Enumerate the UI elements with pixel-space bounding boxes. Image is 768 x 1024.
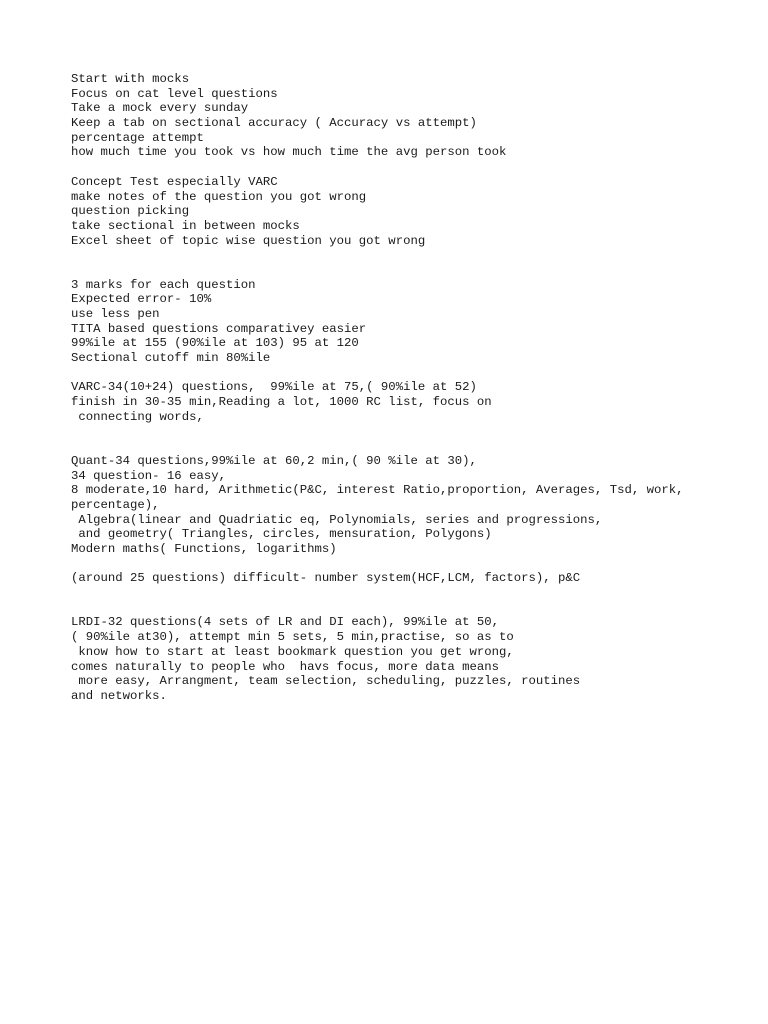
text-line: make notes of the question you got wrong xyxy=(71,189,367,204)
blank-line xyxy=(71,425,751,440)
text-line: connecting words, xyxy=(71,409,204,424)
text-line: VARC-34(10+24) questions, 99%ile at 75,( 90%ile at 52) xyxy=(71,380,477,395)
text-line: Quant-34 questions,99%ile at 60,2 min,( 90 %ile at 30), xyxy=(71,453,477,468)
text-line: 8 moderate,10 hard, Arithmetic(P&C, interest Ratio,proportion, Averages, Tsd, work, xyxy=(71,483,684,498)
blank-line xyxy=(71,601,751,616)
text-line: 3 marks for each question xyxy=(71,277,256,292)
text-line: Algebra(linear and Quadriatic eq, Polynomials, series and progressions, xyxy=(71,512,603,527)
text-line: LRDI-32 questions(4 sets of LR and DI each), 99%ile at 50, xyxy=(71,615,500,630)
text-line: question picking xyxy=(71,204,190,219)
text-line: Excel sheet of topic wise question you got wrong xyxy=(71,233,426,248)
text-line: percentage attempt xyxy=(71,130,204,145)
text-line: Sectional cutoff min 80%ile xyxy=(71,351,271,366)
text-line: how much time you took vs how much time the avg person took xyxy=(71,145,507,160)
blank-line xyxy=(71,439,751,454)
blank-line xyxy=(71,366,751,381)
text-line: finish in 30-35 min,Reading a lot, 1000 RC list, focus on xyxy=(71,395,492,410)
text-line: Modern maths( Functions, logarithms) xyxy=(71,542,337,556)
text-line: (around 25 questions) difficult- number system(HCF,LCM, factors), p&C xyxy=(71,571,581,586)
text-line: TITA based questions comparativey easier xyxy=(71,321,367,336)
text-line: Concept Test especially VARC xyxy=(71,174,278,189)
text-line: use less pen xyxy=(71,307,160,321)
text-line: and geometry( Triangles, circles, mensuration, Polygons) xyxy=(71,527,492,542)
text-line: know how to start at least bookmark question you get wrong, xyxy=(71,644,514,659)
text-line: Take a mock every sunday xyxy=(71,101,249,116)
text-line: 34 question- 16 easy, xyxy=(71,468,226,483)
text-line: percentage), xyxy=(71,497,160,512)
text-line: ( 90%ile at30), attempt min 5 sets, 5 min,practise, so as to xyxy=(71,630,514,645)
text-line: Expected error- 10% xyxy=(71,292,212,307)
text-line: Focus on cat level questions xyxy=(71,86,278,101)
text-line: more easy, Arrangment, team selection, scheduling, puzzles, routines xyxy=(71,674,581,689)
text-line: and networks. xyxy=(71,688,167,703)
blank-line xyxy=(71,586,751,601)
text-line: 99%ile at 155 (90%ile at 103) 95 at 120 xyxy=(71,336,359,351)
blank-line xyxy=(71,557,751,572)
text-line: Keep a tab on sectional accuracy ( Accuracy vs attempt) xyxy=(71,116,477,131)
blank-line xyxy=(71,263,751,278)
blank-line xyxy=(71,248,751,263)
document-page xyxy=(71,72,751,704)
text-line: comes naturally to people who havs focus, more data means xyxy=(71,659,500,674)
blank-line xyxy=(71,160,751,175)
text-line: Start with mocks xyxy=(71,72,190,86)
text-line: take sectional in between mocks xyxy=(71,218,300,233)
